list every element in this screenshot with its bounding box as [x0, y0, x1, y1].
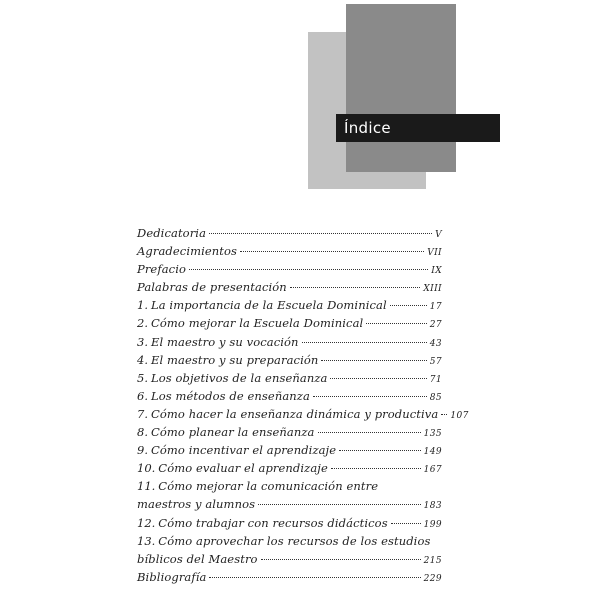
toc-entry-label: Cómo mejorar la comunicación entre: [158, 479, 379, 494]
toc-entry-page: 229: [423, 573, 442, 584]
dot-leader: [302, 342, 427, 343]
toc-entry: [137, 260, 442, 278]
toc-entry: [137, 224, 442, 242]
toc-entry-label: El maestro y su vocación: [150, 334, 299, 349]
dot-leader: [240, 251, 424, 252]
toc-entry: [137, 278, 442, 296]
dot-leader: [391, 523, 421, 524]
toc-entry-label: Cómo trabajar con recursos didácticos: [158, 515, 388, 530]
toc-entry-label: Cómo mejorar la Escuela Dominical: [150, 316, 364, 331]
toc-entry-label: Agradecimientos: [137, 244, 238, 259]
toc-entry-label: Los métodos de enseñanza: [150, 388, 310, 403]
toc-entry-number: 10.: [137, 461, 156, 476]
toc-entry-label: Palabras de presentación: [137, 280, 287, 295]
toc-entry-page: 71: [429, 374, 442, 385]
toc-entry: [137, 387, 442, 405]
toc-entry-number: 4.: [137, 352, 148, 367]
toc-entry-label-continued: bíblicos del Maestro: [137, 551, 258, 566]
toc-entry-label: Prefacio: [137, 262, 186, 277]
decorative-dark-gray-block: [346, 4, 456, 172]
dot-leader: [441, 414, 447, 415]
dot-leader: [209, 577, 420, 578]
toc-entry-label: Cómo hacer la enseñanza dinámica y productiva: [150, 406, 439, 421]
dot-leader: [339, 450, 420, 451]
toc-entry-page: 107: [450, 410, 469, 421]
toc-entry-number: 3.: [137, 334, 148, 349]
page-title: Índice: [344, 119, 391, 137]
toc-entry-number: 9.: [137, 443, 148, 458]
toc-entry-page: 57: [429, 356, 442, 367]
toc-entry-page: 43: [429, 338, 442, 349]
toc-entry-label: Los objetivos de la enseñanza: [150, 370, 328, 385]
toc-entry-page: 149: [423, 447, 442, 458]
toc-entry: [137, 423, 442, 441]
toc-entry-number: 5.: [137, 370, 148, 385]
toc-entry-number: 7.: [137, 406, 148, 421]
toc-entry-label: Cómo evaluar el aprendizaje: [158, 461, 328, 476]
dot-leader: [258, 504, 421, 505]
toc-entry: [137, 441, 442, 459]
toc-entry-page: 183: [423, 501, 442, 512]
toc-entry: [137, 550, 442, 568]
dot-leader: [331, 468, 421, 469]
toc-entry-number: 1.: [137, 298, 148, 313]
toc-entry-page: 167: [423, 465, 442, 476]
toc-entry: [137, 296, 442, 314]
toc-entry-label-continued: maestros y alumnos: [137, 497, 256, 512]
toc-entry-number: 2.: [137, 316, 148, 331]
toc-entry-page: XIII: [423, 284, 442, 295]
dot-leader: [209, 233, 432, 234]
toc-entry: [137, 333, 442, 351]
dot-leader: [290, 287, 421, 288]
toc-entry-label: El maestro y su preparación: [150, 352, 319, 367]
toc-entry: [137, 242, 442, 260]
dot-leader: [366, 323, 426, 324]
table-of-contents: [137, 224, 469, 586]
toc-entry-label: Dedicatoria: [137, 226, 207, 240]
toc-entry-page: 135: [423, 429, 442, 440]
toc-entry-number: 8.: [137, 425, 148, 440]
dot-leader: [390, 305, 427, 306]
title-bar: [336, 114, 500, 142]
dot-leader: [189, 269, 428, 270]
toc-entry-page: 85: [429, 392, 442, 403]
toc-entry: [137, 369, 442, 387]
toc-entry-number: 11.: [137, 479, 156, 494]
toc-entry-page: VII: [427, 248, 442, 259]
dot-leader: [330, 378, 426, 379]
toc-entry-label: Cómo planear la enseñanza: [150, 425, 315, 440]
toc-entry: [137, 405, 469, 423]
toc-entry-page: IX: [431, 266, 442, 277]
toc-entry-page: 17: [429, 302, 442, 313]
toc-entry-label: Cómo incentivar el aprendizaje: [150, 443, 337, 458]
toc-entry: [137, 314, 442, 332]
dot-leader: [261, 559, 421, 560]
toc-entry-label: Bibliografía: [137, 569, 207, 584]
toc-entry: [137, 495, 442, 513]
toc-entry-number: 6.: [137, 388, 148, 403]
toc-entry-line: [137, 532, 442, 550]
toc-entry: [137, 351, 442, 369]
toc-entry-page: 27: [429, 320, 442, 331]
toc-entry-page: 215: [423, 555, 442, 566]
toc-entry: [137, 459, 442, 477]
toc-entry-page: V: [435, 230, 442, 240]
toc-entry-page: 199: [423, 519, 442, 530]
toc-entry-label: Cómo aprovechar los recursos de los estudios: [158, 533, 431, 548]
toc-entry-label: La importancia de la Escuela Dominical: [150, 298, 387, 313]
toc-entry: [137, 568, 442, 586]
toc-entry-number: 12.: [137, 515, 156, 530]
toc-entry: [137, 514, 442, 532]
dot-leader: [313, 396, 427, 397]
toc-entry-number: 13.: [137, 533, 156, 548]
dot-leader: [321, 360, 426, 361]
dot-leader: [318, 432, 421, 433]
toc-entry-line: [137, 477, 442, 495]
